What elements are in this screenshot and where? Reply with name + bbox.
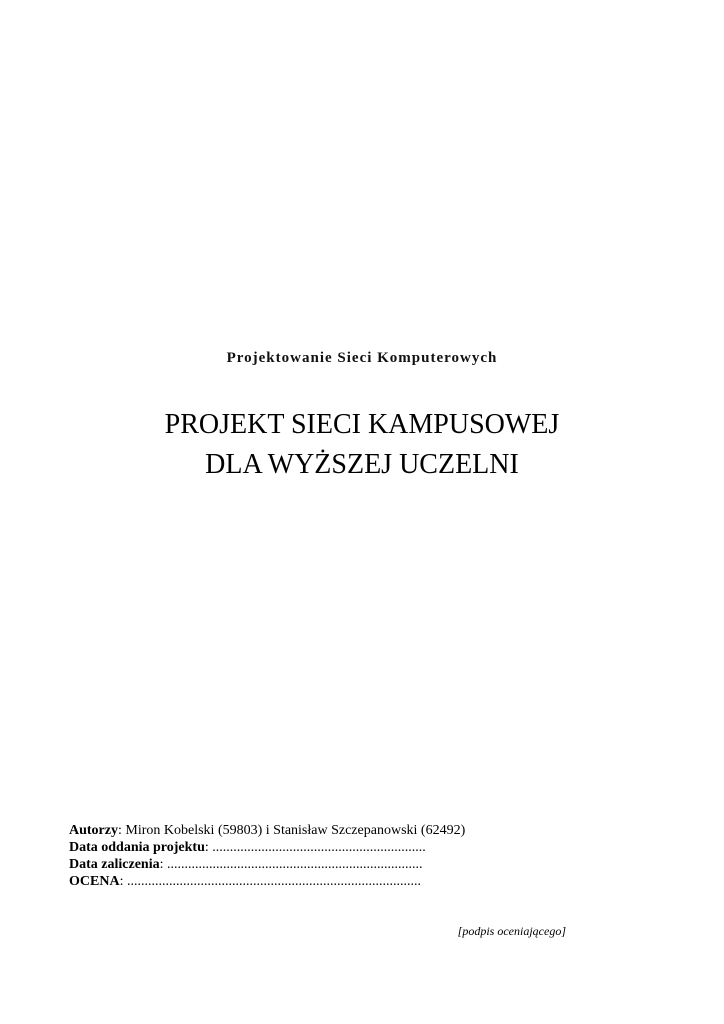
project-metadata bbox=[69, 822, 465, 890]
grade-row: OCENA: .................................................................................... bbox=[69, 874, 421, 889]
course-subject: Projektowanie Sieci Komputerowych bbox=[226, 350, 498, 366]
authors-label: Autorzy bbox=[69, 823, 118, 838]
signature-caption: [podpis oceniającego] bbox=[457, 924, 566, 938]
authors-row: Autorzy: Miron Kobelski (59803) i Stanisław Szczepanowski (62492) bbox=[69, 823, 466, 838]
document-title-line-2: DLA WYŻSZEJ UCZELNI bbox=[205, 449, 519, 480]
grade-value: .................................................................................... bbox=[123, 874, 421, 889]
submission-date-label: Data oddania projektu bbox=[69, 840, 205, 855]
pass-date-row: Data zaliczenia: ......................................................................... bbox=[69, 857, 423, 872]
submission-date-row: Data oddania projektu: ............................................................. bbox=[69, 840, 426, 855]
pass-date-label: Data zaliczenia bbox=[69, 857, 160, 872]
authors-value: Miron Kobelski (59803) i Stanisław Szczepanowski (62492) bbox=[121, 823, 466, 838]
document-title-line-1: PROJEKT SIECI KAMPUSOWEJ bbox=[164, 409, 560, 440]
pass-date-value: ......................................................................... bbox=[163, 857, 423, 872]
submission-date-value: ............................................................. bbox=[208, 840, 426, 855]
grade-label: OCENA bbox=[69, 874, 120, 889]
